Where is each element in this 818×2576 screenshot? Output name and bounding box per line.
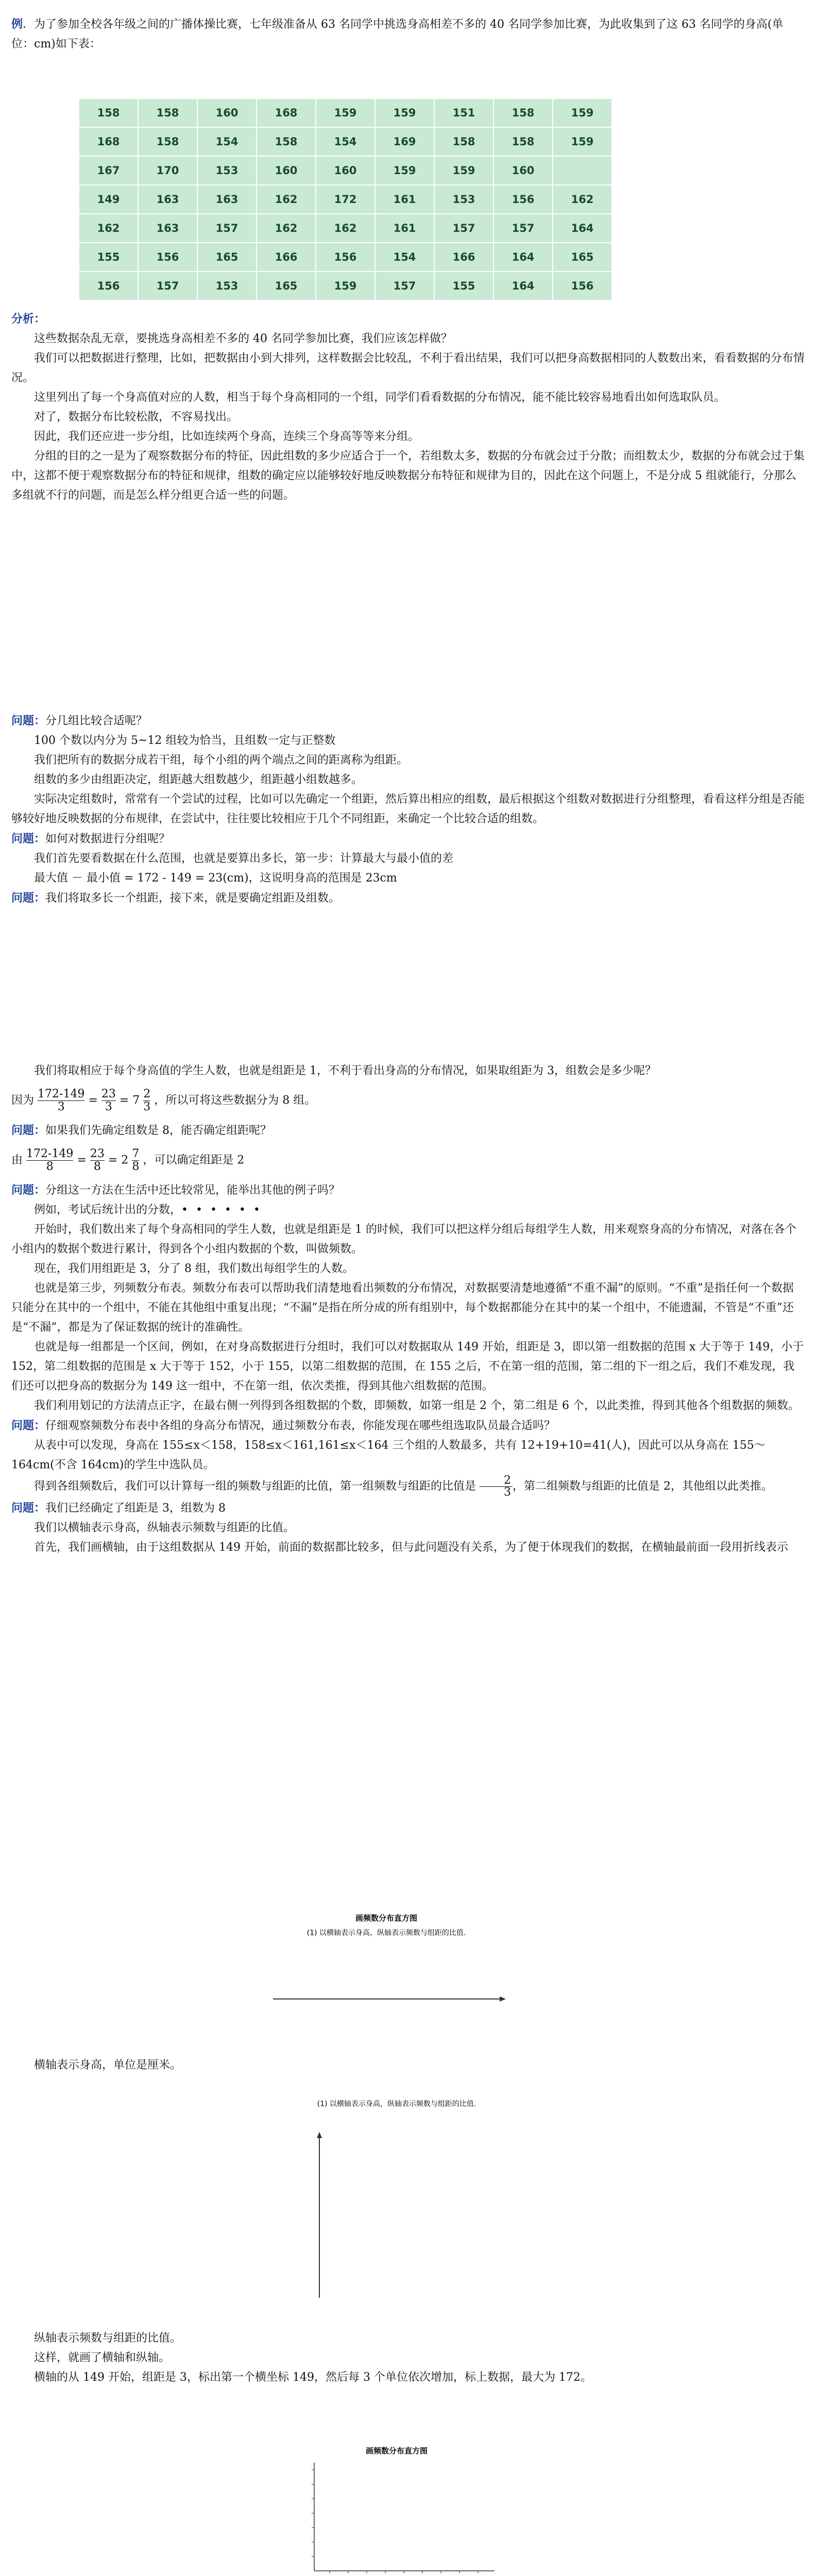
table-cell: 159 (375, 156, 434, 185)
axes-p2: 这样，就画了横轴和纵轴。 (34, 2351, 171, 2364)
formula-1 (11, 1088, 805, 1113)
denominator: 3 (105, 1100, 112, 1113)
table-cell: 158 (493, 98, 553, 127)
y-axis-arrow (317, 2132, 322, 2138)
table-cell: 164 (553, 214, 612, 243)
fraction (90, 1148, 105, 1173)
table-cell: 165 (197, 243, 257, 272)
table-cell: 159 (316, 272, 375, 300)
table-row (79, 98, 612, 127)
formula-text: = (77, 1154, 87, 1167)
table-cell: 158 (434, 127, 493, 156)
table-cell: 170 (138, 156, 197, 185)
denominator: 8 (46, 1160, 54, 1173)
denominator: 3 (504, 1486, 512, 1499)
grouping-section (11, 711, 805, 1061)
numerator: 2 (480, 1475, 513, 1487)
freq-p6: 也就是每一组都是一个区间，例如，在对身高数据进行分组时，我们可以对数据取从 149 开始，组距是 3，即以第一组数据的范围 x 大于等于 149，小于 152，第二组数据的范围是 x 大于等于 152，小于 155，以第二组数据的范围，在 155 之后，不在第一组的范围，第二组的下一组之后，我们不难发现，我们还可以把身高的数据分为 149 这一组中，不在第一组，依次类推，得到其他六组数据的范围。 (11, 1341, 804, 1393)
table-cell: 160 (316, 156, 375, 185)
formula-text: ，可以确定组距是 2 (143, 1154, 245, 1167)
grouping-p5: 我们首先要看数据在什么范围，也就是要算出多长，第一步：计算最大与最小值的差 (34, 852, 454, 865)
question-text: 如果我们先确定组数是 8，能否确定组距呢？ (45, 1124, 272, 1137)
table-cell: 151 (434, 98, 493, 127)
axes-p1: 纵轴表示频数与组距的比值。 (34, 2332, 182, 2345)
table-cell: 155 (79, 243, 138, 272)
table-row (79, 156, 612, 185)
table-cell: 157 (138, 272, 197, 300)
formula-text: 因为 (11, 1094, 35, 1107)
fraction (38, 1088, 84, 1113)
freq-p9-tail: ，第二组频数与组距的比值是 2，其他组以此类推。 (513, 1480, 773, 1493)
table-cell: 158 (79, 98, 138, 127)
table-row (79, 185, 612, 214)
analysis-p2: 我们可以把数据进行整理，比如，把数据由小到大排列，这样数据会比较乱，不利于看出结果，我们可以把身高数据相同的人数数出来，看看数据的分布情况。 (11, 352, 805, 384)
axes-p3: 横轴的从 149 开始，组距是 3，标出第一个横坐标 149，然后每 3 个单位依次增加，标上数据，最大为 172。 (34, 2371, 592, 2384)
table-cell: 163 (138, 214, 197, 243)
height-data-table (78, 98, 612, 301)
numerator: 172-149 (26, 1147, 74, 1160)
table-cell: 157 (493, 214, 553, 243)
analysis-p5: 因此，我们还应进一步分组，比如连续两个身高，连续三个身高等等来分组。 (34, 430, 420, 443)
numerator: 7 (132, 1147, 140, 1160)
table-cell: 153 (434, 185, 493, 214)
table-cell: 162 (257, 185, 316, 214)
table-cell: 162 (553, 185, 612, 214)
formula-text: = 2 (108, 1154, 129, 1167)
table-cell: 160 (493, 156, 553, 185)
formula-text: = (88, 1094, 98, 1107)
axis-note (11, 2056, 805, 2081)
table-cell: 158 (493, 127, 553, 156)
x-axis-figure-svg (258, 1906, 515, 2045)
question-label: 问题： (11, 1501, 46, 1515)
table-cell: 162 (316, 214, 375, 243)
denominator: 8 (132, 1160, 140, 1173)
freq-p10: 我们以横轴表示身高，纵轴表示频数与组距的比值。 (34, 1521, 295, 1534)
table-cell: 149 (79, 185, 138, 214)
fraction (132, 1148, 139, 1173)
analysis-p1: 这些数据杂乱无章，要挑选身高相差不多的 40 名同学参加比赛，我们应该怎样做？ (34, 332, 452, 345)
numerator: 2 (143, 1088, 151, 1100)
question-text: 我们将取多长一个组距，接下来，就是要确定组距及组数。 (45, 892, 340, 905)
table-cell: 159 (553, 98, 612, 127)
figure-subtitle: (1) 以横轴表示身高，纵轴表示频数与组距的比值. (317, 2100, 476, 2108)
formula-text: 由 (11, 1154, 23, 1167)
table-cell: 165 (553, 243, 612, 272)
question-label: 问题： (11, 832, 46, 845)
analysis-p3: 这里列出了每一个身高值对应的人数，相当于每个身高相同的一个组，同学们看看数据的分布情况，能不能比较容易地看出如何选取队员。 (34, 391, 726, 404)
table-cell: 159 (316, 98, 375, 127)
table-cell: 156 (79, 272, 138, 300)
table-cell: 158 (138, 98, 197, 127)
intro-text: ．为了参加全校各年级之间的广播体操比赛，七年级准备从 63 名同学中挑选身高相差不多的 40 名同学参加比赛，为此收集到了这 63 名同学的身高(单位：cm)如下表： (11, 18, 783, 50)
axes-drawn-section (11, 2329, 805, 2432)
table-cell: 162 (257, 214, 316, 243)
denominator: 3 (143, 1100, 151, 1113)
table-cell: 158 (257, 127, 316, 156)
fraction (143, 1088, 150, 1113)
table-cell: 162 (79, 214, 138, 243)
question-label: 问题： (11, 891, 46, 905)
analysis-section (11, 309, 805, 711)
analysis-label: 分析： (11, 312, 46, 326)
grouping-p6: 最大值 － 最小值 = 172 - 149 = 23(cm)，这说明身高的范围是 23cm (34, 872, 397, 885)
table-row (79, 127, 612, 156)
table-cell: 154 (316, 127, 375, 156)
table-cell: 161 (375, 214, 434, 243)
freq-p5: 也就是第三步，列频数分布表。频数分布表可以帮助我们清楚地看出频数的分布情况，对数据要清楚地遵循“不重不漏”的原则。“不重”是指任何一个数据只能分在其中的一个组中，不能在其他组中重复出现；“不漏”是指在所分成的所有组别中，每个数据都能分在其中的某一个组中，不能遗漏，不管是“不重”还是“不漏”，都是为了保证数据的统计的准确性。 (11, 1282, 794, 1334)
table-row (79, 272, 612, 300)
freq-p8: 从表中可以发现，身高在 155≤x＜158，158≤x＜161,161≤x＜164 三个组的人数最多，共有 12+19+10=41(人)，因此可以从身高在 155～164cm(不含 164cm)的学生中选队员。 (11, 1439, 765, 1471)
grouping-p4: 实际决定组数时，常常有一个尝试的过程，比如可以先确定一个组距，然后算出相应的组数，最后根据这个组数对数据进行分组整理，看看这样分组是否能够较好地反映数据的分布规律，在尝试中，往往要比较相应于几个不同组距，来确定一个比较合适的组数。 (11, 793, 805, 825)
table-cell: 165 (257, 272, 316, 300)
y-axis-figure-svg (237, 2092, 556, 2308)
freq-p3: 开始时，我们数出来了每个身高相同的学生人数，也就是组距是 1 的时候，我们可以把这样分组后每组学生人数，用来观察身高的分布情况，对落在各个小组内的数据个数进行累计，得到各个小组内数据的个数，叫做频数。 (11, 1223, 796, 1256)
fraction (101, 1088, 116, 1113)
question-label: 问题： (11, 714, 46, 727)
figure-subtitle: (1) 以横轴表示身高，纵轴表示频数与组距的比值. (306, 1929, 466, 1937)
question-label: 问题： (11, 1124, 46, 1137)
analysis-p4: 对了，数据分布比较松散，不容易找出。 (34, 411, 238, 423)
figure-title: 画频数分布直方图 (355, 1913, 418, 1923)
table-row (79, 214, 612, 243)
figure-axes-ticks (288, 2442, 505, 2576)
table-cell: 168 (79, 127, 138, 156)
freq-p2: 例如，考试后统计出的分数，• • • • • • (34, 1204, 262, 1216)
freq-p7: 我们利用划记的方法清点正字，在最右侧一列得到各组数据的个数，即频数，如第一组是 2 个，第二组是 6 个，以此类推，得到其他各个组数据的频数。 (34, 1399, 799, 1412)
question-text: 分组这一方法在生活中还比较常见，能举出其他的例子吗？ (45, 1184, 340, 1197)
question-text: 仔细观察频数分布表中各组的身高分布情况，通过频数分布表，你能发现在哪些组选取队员最合适吗？ (45, 1419, 556, 1432)
frequency-section (11, 1061, 805, 1906)
grouping-p1: 100 个数以内分为 5~12 组较为恰当，且组数一定与正整数 (34, 734, 336, 747)
table-cell: 164 (493, 272, 553, 300)
formula-text: = 7 (119, 1094, 140, 1107)
figure-x-axis (258, 1906, 515, 2045)
table-cell: 168 (257, 98, 316, 127)
table-row (79, 243, 612, 272)
formula-2 (11, 1148, 805, 1173)
table-cell: 158 (138, 127, 197, 156)
numerator: 23 (101, 1088, 116, 1100)
table-cell (553, 156, 612, 185)
table-cell: 163 (197, 185, 257, 214)
table-cell: 155 (434, 272, 493, 300)
table-cell: 153 (197, 272, 257, 300)
table-cell: 160 (197, 98, 257, 127)
freq-p1: 我们将取相应于每个身高值的学生人数，也就是组距是 1，不利于看出身高的分布情况，如果取组距为 3，组数会是多少呢？ (34, 1064, 656, 1077)
freq-p9 (11, 1475, 805, 1498)
freq-p11: 首先，我们画横轴，由于这组数据从 149 开始，前面的数据都比较多，但与此问题没有关系，为了便于体现我们的数据，在横轴最前面一段用折线表示 (34, 1541, 788, 1554)
figure-title: 画频数分布直方图 (365, 2446, 428, 2455)
table-cell: 164 (493, 243, 553, 272)
table-cell: 157 (434, 214, 493, 243)
fraction (26, 1148, 73, 1173)
denominator: 3 (57, 1100, 65, 1113)
analysis-p6: 分组的目的之一是为了观察数据分布的特征，因此组数的多少应适合于一个，若组数太多，数据的分布就会过于分散；而组数太少，数据的分布就会过于集中，这都不便于观察数据分布的特征和规律，组数的确定应以能够较好地反映数据分布特征和规律为目的，因此在这个问题上，不是分成 5 组就能行，分那么多组就不行的问题，而是怎么样分组更合适一些的问题。 (11, 450, 805, 502)
table-cell: 156 (493, 185, 553, 214)
table-cell: 154 (197, 127, 257, 156)
table-cell: 167 (79, 156, 138, 185)
question-text: 我们已经确定了组距是 3，组数为 8 (45, 1502, 226, 1515)
table-cell: 156 (553, 272, 612, 300)
denominator: 8 (93, 1160, 101, 1173)
freq-p4: 现在，我们用组距是 3，分了 8 组，我们数出每组学生的人数。 (34, 1262, 354, 1275)
question-label: 问题： (11, 1419, 46, 1432)
fraction (480, 1475, 513, 1498)
intro-paragraph (11, 14, 805, 54)
question-label: 问题： (11, 1183, 46, 1197)
table-cell: 160 (257, 156, 316, 185)
table-cell: 163 (138, 185, 197, 214)
question-text: 如何对数据进行分组呢？ (45, 833, 171, 845)
table-cell: 159 (553, 127, 612, 156)
axis-note-text: 横轴表示身高，单位是厘米。 (34, 2059, 182, 2072)
table-cell: 153 (197, 156, 257, 185)
grouping-p2: 我们把所有的数据分成若干组，每个小组的两个端点之间的距离称为组距。 (34, 754, 408, 767)
grouping-p3: 组数的多少由组距决定，组距越大组数越少，组距越小组数越多。 (34, 773, 363, 786)
table-cell: 159 (375, 98, 434, 127)
table-cell: 159 (434, 156, 493, 185)
table-cell: 161 (375, 185, 434, 214)
table-cell: 166 (434, 243, 493, 272)
table-cell: 172 (316, 185, 375, 214)
freq-p2-text: 例如，考试后统计出的分数， (34, 1204, 182, 1216)
table-cell: 169 (375, 127, 434, 156)
table-cell: 166 (257, 243, 316, 272)
numerator: 23 (90, 1147, 105, 1160)
table-cell: 157 (197, 214, 257, 243)
formula-text: ，所以可将这些数据分为 8 组。 (154, 1094, 316, 1107)
freq-p9-text: 得到各组频数后，我们可以计算每一组的频数与组距的比值，第一组频数与组距的比值是 (34, 1480, 476, 1493)
example-label: 例 (11, 18, 23, 31)
table-cell: 154 (375, 243, 434, 272)
axes-ticks-svg (288, 2442, 505, 2576)
table-cell: 156 (138, 243, 197, 272)
x-axis-arrow (500, 1996, 506, 2002)
figure-y-axis (237, 2092, 556, 2308)
numerator: 172-149 (38, 1088, 85, 1100)
intro-block (11, 14, 805, 92)
question-text: 分几组比较合适呢？ (45, 715, 148, 727)
table-cell: 157 (375, 272, 434, 300)
table-cell: 156 (316, 243, 375, 272)
